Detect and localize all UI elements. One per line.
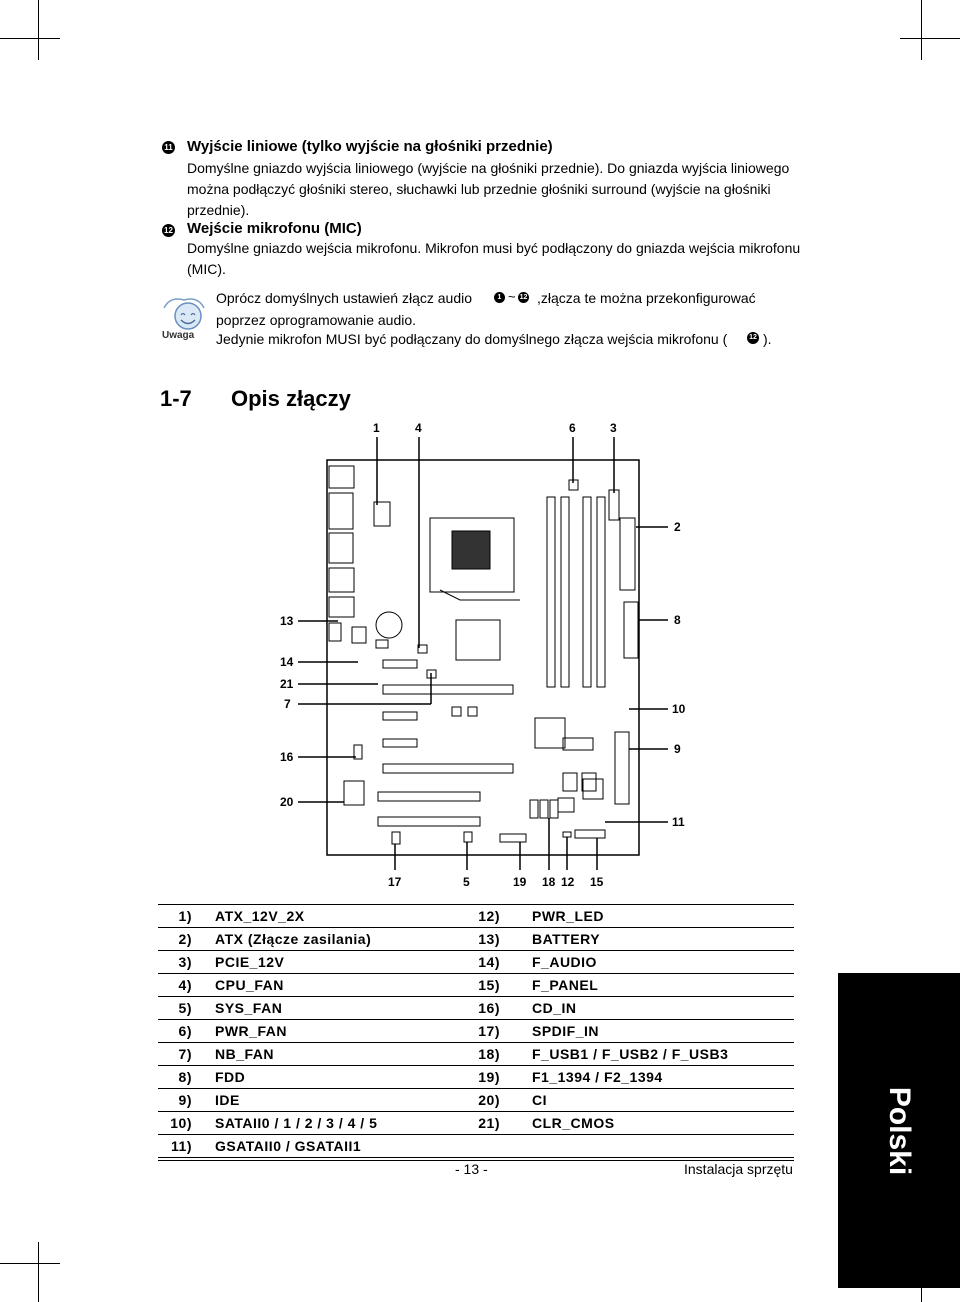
pcie-x16-slot: [383, 685, 513, 694]
spdif-in-connector: [392, 832, 400, 844]
pcie-x1-slot: [383, 660, 417, 668]
note-text: ,złącza te można przekonfigurować: [537, 290, 756, 306]
table-row: [158, 904, 794, 928]
callout-15: 15: [590, 875, 604, 889]
io-parallel: [329, 533, 353, 563]
pci-slot: [378, 792, 480, 801]
callout-4: 4: [415, 421, 422, 435]
atx-12v-connector: [374, 502, 390, 526]
table-cell: 10): [170, 1115, 192, 1131]
table-cell: CLR_CMOS: [532, 1115, 615, 1131]
sata-connector: [563, 738, 593, 750]
table-cell: 16): [478, 1000, 500, 1016]
sata-connector: [558, 798, 574, 812]
callout-14: 14: [280, 655, 294, 669]
table-row: [158, 1089, 794, 1112]
callout-7: 7: [284, 697, 291, 711]
table-row: [158, 974, 794, 997]
table-cell: 15): [478, 977, 500, 993]
chip: [344, 781, 364, 805]
page-number: - 13 -: [455, 1161, 488, 1177]
marker-1-icon: 1: [494, 292, 505, 303]
table-cell: 21): [478, 1115, 500, 1131]
northbridge: [456, 620, 500, 660]
marker-12-icon: 12: [162, 224, 175, 237]
pci-slot: [378, 817, 480, 826]
callout-17: 17: [388, 875, 402, 889]
callout-13: 13: [280, 614, 294, 628]
pcie-x1-slot: [383, 712, 417, 720]
table-cell: ATX (Złącze zasilania): [215, 931, 372, 947]
callout-2: 2: [674, 520, 681, 534]
pcie-x16-slot: [383, 764, 513, 773]
section-text-line: Domyślne gniazdo wejścia mikrofonu. Mikrofon musi być podłączony do gniazda wejścia mikrofonu: [187, 240, 801, 256]
callout-6: 6: [569, 421, 576, 435]
dimm-slot: [547, 497, 555, 687]
dimm-slot: [561, 497, 569, 687]
fdd-connector: [624, 602, 638, 658]
table-cell: 14): [478, 954, 500, 970]
section-title-mic-in: Wejście mikrofonu (MIC): [187, 220, 362, 237]
table-row: [158, 1043, 794, 1066]
table-cell: ATX_12V_2X: [215, 908, 305, 924]
table-cell: IDE: [215, 1092, 240, 1108]
callout-10: 10: [672, 702, 686, 716]
table-cell: F_PANEL: [532, 977, 599, 993]
table-row: [158, 997, 794, 1020]
clr-cmos-jumper: [376, 640, 388, 648]
callout-19: 19: [513, 875, 527, 889]
table-cell: 18): [478, 1046, 500, 1062]
pwr-led-header: [563, 832, 571, 837]
io-serial: [329, 493, 353, 529]
f-audio-connector: [352, 627, 366, 643]
callout-21: 21: [280, 677, 294, 691]
footer-section: Instalacja sprzętu: [684, 1161, 793, 1177]
table-cell: PWR_LED: [532, 908, 604, 924]
io-audio: [329, 623, 341, 641]
note-line-3: Jedynie mikrofon MUSI być podłączany do domyślnego złącza wejścia mikrofonu (: [216, 331, 728, 347]
dimm-slot: [597, 497, 605, 687]
language-tab-label: Polski: [883, 1086, 916, 1175]
table-row: [158, 951, 794, 974]
range-separator: ~: [508, 289, 516, 304]
table-cell: BATTERY: [532, 931, 601, 947]
table-row: [158, 1066, 794, 1089]
table-cell: CD_IN: [532, 1000, 577, 1016]
table-cell: 7): [178, 1046, 192, 1062]
table-cell: 1): [178, 908, 192, 924]
table-cell: 8): [178, 1069, 192, 1085]
pcie-x1-slot: [383, 739, 417, 747]
battery: [376, 612, 402, 638]
callout-12: 12: [561, 875, 575, 889]
f-panel-header: [575, 830, 605, 838]
table-cell: 19): [478, 1069, 500, 1085]
chip: [583, 779, 603, 799]
table-cell: PCIE_12V: [215, 954, 285, 970]
callout-3: 3: [610, 421, 617, 435]
callout-9: 9: [674, 742, 681, 756]
table-row: [158, 928, 794, 951]
marker-12-icon: 12: [519, 294, 528, 301]
table-cell: F_USB1 / F_USB2 / F_USB3: [532, 1046, 729, 1062]
section-text-line: można podłączyć głośniki stereo, słuchawki lub przednie głośniki surround (wyjście na głośniki: [187, 181, 771, 197]
table-cell: 12): [478, 908, 500, 924]
callout-1: 1: [373, 421, 380, 435]
table-row: [158, 1020, 794, 1043]
table-row: [158, 1135, 794, 1158]
pcie-12v-connector: [609, 490, 619, 520]
table-cell: 6): [178, 1023, 192, 1039]
table-cell: 2): [178, 931, 192, 947]
table-cell: 9): [178, 1092, 192, 1108]
section-text-line: przednie).: [187, 202, 250, 218]
table-cell: CPU_FAN: [215, 977, 284, 993]
table-cell: SPDIF_IN: [532, 1023, 600, 1039]
callout-8: 8: [674, 613, 681, 627]
ide-connector: [615, 732, 629, 804]
io-ps2: [329, 466, 354, 488]
atx-power-connector: [620, 518, 635, 590]
sys-fan-connector: [464, 832, 472, 842]
f-usb-header: [550, 800, 558, 818]
sata-connector: [582, 773, 596, 791]
table-cell: SYS_FAN: [215, 1000, 283, 1016]
table-cell: 20): [478, 1092, 500, 1108]
table-row: [158, 1112, 794, 1135]
note-line-2: poprzez oprogramowanie audio.: [216, 312, 417, 328]
section-text-line: Domyślne gniazdo wyjścia liniowego (wyjście na głośniki przednie). Do gniazda wyjścia liniowego: [187, 160, 790, 176]
section-text-line: (MIC).: [187, 261, 226, 277]
callout-18: 18: [542, 875, 556, 889]
table-cell: F1_1394 / F2_1394: [532, 1069, 663, 1085]
chip: [452, 707, 461, 716]
table-cell: FDD: [215, 1069, 246, 1085]
f-usb-header: [530, 800, 538, 818]
table-cell: PWR_FAN: [215, 1023, 287, 1039]
table-cell: CI: [532, 1092, 547, 1108]
callout-11: 11: [672, 815, 685, 829]
note-text: Oprócz domyślnych ustawień złącz audio: [216, 290, 473, 306]
table-cell: 3): [178, 954, 192, 970]
table-cell: 5): [178, 1000, 192, 1016]
io-lan: [329, 597, 354, 617]
f-usb-header: [540, 800, 548, 818]
table-cell: SATAII0 / 1 / 2 / 3 / 4 / 5: [215, 1115, 378, 1131]
callout-16: 16: [280, 750, 294, 764]
io-usb: [329, 568, 354, 592]
callout-5: 5: [463, 875, 470, 889]
connector-table: [158, 904, 794, 1158]
chip: [468, 707, 477, 716]
table-cell: F_AUDIO: [532, 954, 597, 970]
note-text: ).: [763, 331, 772, 347]
cpu-die: [452, 531, 490, 569]
table-cell: 4): [178, 977, 192, 993]
table-cell: 13): [478, 931, 500, 947]
southbridge: [535, 718, 565, 748]
language-tab: [838, 973, 960, 1288]
section-number: 1-7: [160, 386, 192, 411]
dimm-slot: [583, 497, 591, 687]
callout-20: 20: [280, 795, 294, 809]
section-title-line-out: Wyjście liniowe (tylko wyjście na głośniki przednie): [187, 138, 553, 155]
note-label: Uwaga: [162, 330, 195, 341]
marker-11-icon: 11: [162, 141, 175, 154]
marker-12-icon: 12: [747, 332, 759, 344]
table-cell: GSATAII0 / GSATAII1: [215, 1138, 362, 1154]
table-cell: 11): [171, 1138, 192, 1154]
table-cell: 17): [478, 1023, 500, 1039]
sata-connector: [563, 773, 577, 791]
f-1394-header: [500, 834, 526, 842]
table-cell: NB_FAN: [215, 1046, 275, 1062]
section-heading: Opis złączy: [231, 386, 351, 411]
